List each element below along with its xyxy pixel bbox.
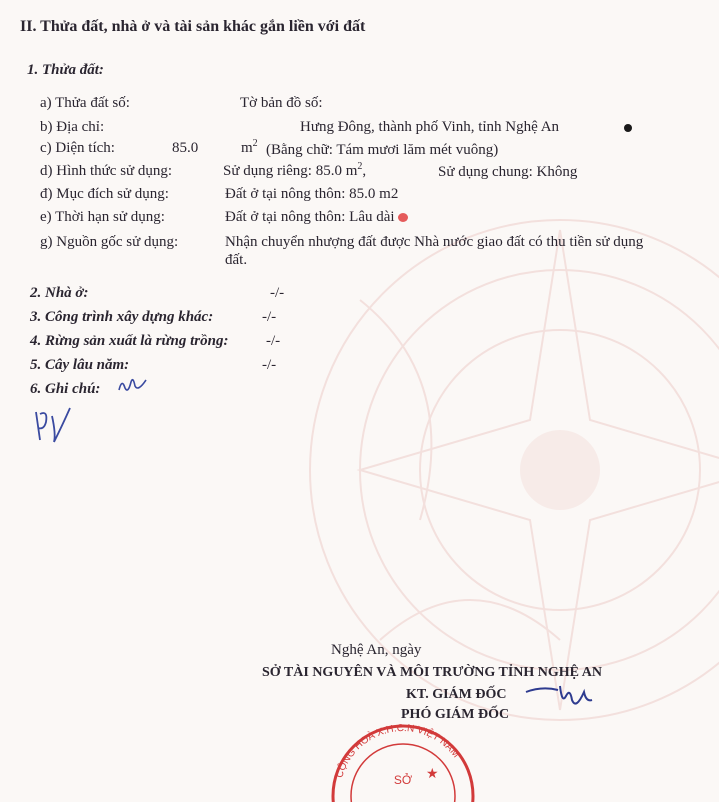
purpose-value: Đất ở tại nông thôn: 85.0 m2 [225, 186, 399, 202]
issuing-agency: SỞ TÀI NGUYÊN VÀ MÔI TRƯỜNG TỈNH NGHỆ AN [262, 665, 602, 680]
area-in-words: (Bằng chữ: Tám mươi lăm mét vuông) [266, 142, 499, 158]
map-sheet-label: Tờ bản đồ số: [240, 95, 323, 111]
origin-value-line1: Nhận chuyển nhượng đất được Nhà nước giao đất có thu tiền sử dụng [225, 234, 644, 250]
other-construction-label: 3. Công trình xây dựng khác: [30, 309, 214, 325]
on-behalf-line: KT. GIÁM ĐỐC [406, 687, 507, 702]
other-construction-value: -/- [262, 309, 277, 325]
handwritten-initial [116, 374, 152, 396]
origin-value-line2: đất. [225, 252, 248, 268]
seal-star: ★ [426, 765, 439, 781]
perennial-trees-label: 5. Cây lâu năm: [30, 357, 130, 373]
shared-use-value: Sử dụng chung: Không [438, 164, 578, 180]
usage-form-label: d) Hình thức sử dụng: [40, 163, 173, 179]
section-title: II. Thửa đất, nhà ở và tài sản khác gắn liền với đất [20, 18, 366, 35]
house-label: 2. Nhà ở: [30, 285, 89, 301]
address-label: b) Địa chỉ: [40, 119, 105, 135]
seal-center-text: SỞ [393, 773, 413, 787]
perennial-trees-value: -/- [262, 357, 277, 373]
signature-squiggle [524, 682, 594, 716]
parcel-heading: 1. Thửa đất: [27, 62, 104, 78]
origin-label: g) Nguồn gốc sử dụng: [40, 234, 179, 250]
notes-label: 6. Ghi chú: [30, 381, 101, 397]
parcel-number-label: a) Thửa đất số: [40, 95, 130, 111]
area-unit: $m^2$ [241, 138, 258, 156]
area-value: 85.0 [172, 140, 199, 156]
planted-forest-label: 4. Rừng sản xuất là rừng trồng: [30, 333, 229, 349]
bullet-dot [624, 124, 632, 132]
private-use-value: Sử dụng riêng: 85.0 $m^2$, [223, 161, 367, 179]
planted-forest-value: -/- [266, 333, 281, 349]
term-label: e) Thời hạn sử dụng: [40, 209, 165, 225]
address-value: Hưng Đông, thành phố Vinh, tỉnh Nghệ An [300, 119, 560, 135]
place-date: Nghệ An, ngày [331, 642, 422, 658]
position-title: PHÓ GIÁM ĐỐC [401, 707, 510, 722]
purpose-label: đ) Mục đích sử dụng: [40, 186, 169, 202]
official-seal [318, 712, 488, 802]
house-value: -/- [270, 285, 285, 301]
area-label: c) Diện tích: [40, 140, 115, 156]
term-value: Đất ở tại nông thôn: Lâu dài [225, 209, 395, 225]
seal-ring-text: CỘNG HOÀ X.H.C.N VIỆT NAM [334, 722, 462, 780]
handwritten-signature-mark [30, 404, 76, 446]
red-mark [398, 213, 408, 222]
